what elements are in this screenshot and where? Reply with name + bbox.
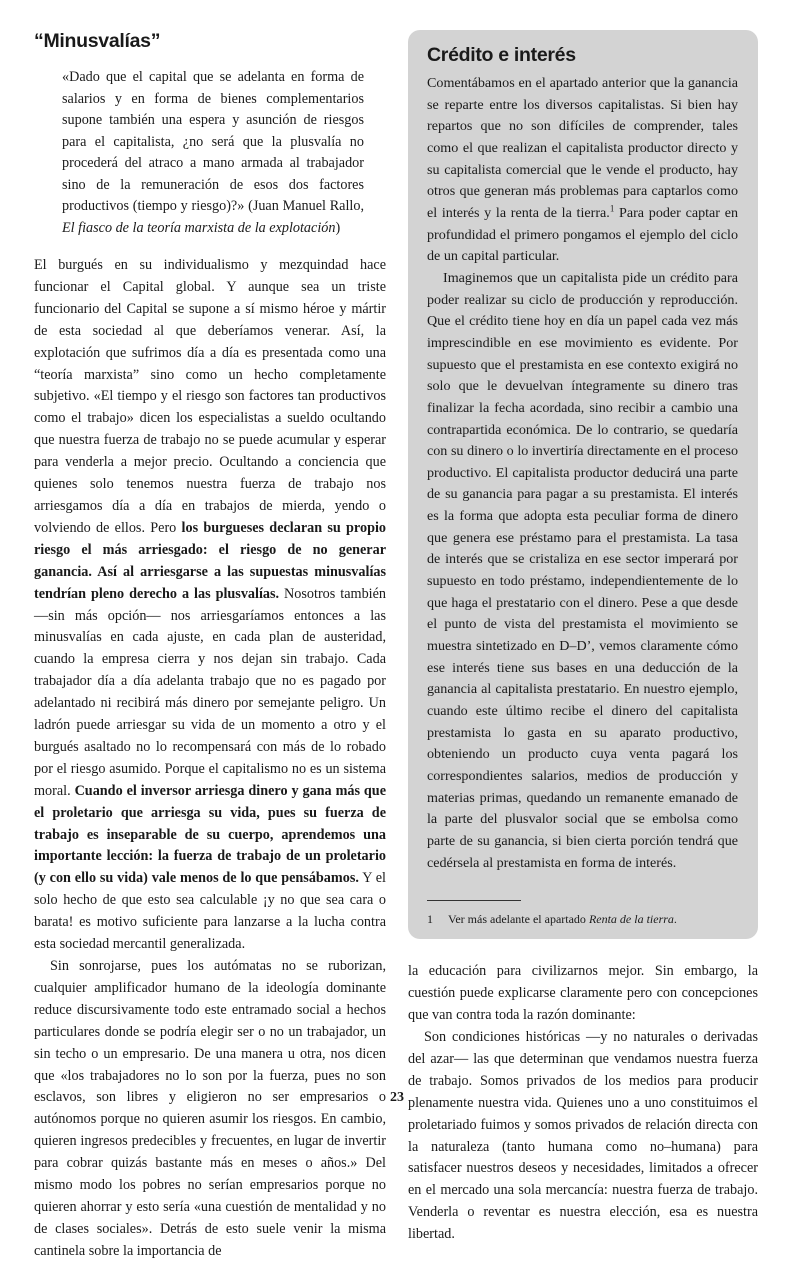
quote-text: «Dado que el capital que se adelanta en forma de salarios y en forma de bienes complementarios supone también una espera y asunción de riesgos para el capitalista, ¿no será que la plusvalía no procederá del atraco a mano armada al trabajador sino de la remuneración de esos dos factores productivos (tiempo y riesgo)?» (Juan Manuel Rallo, [62,69,364,214]
p1-text-c: Nosotros también —sin más opción— nos arriesgaríamos entonces a las minusvalías en cada ajuste, en cada plan de austeridad, cuando la empresa cierra y nos dejan sin trabajo. Cada trabajador día a día adelanta trabajo que no es pagado por adelantado ni recibirá más dinero por semejante peligro. Un ladrón puede arriesgar su vida de un momento a otro y el burgués asaltado no lo recompensará con más de lo robado por el riesgo asumido. Porque el capitalismo no es un sistema moral. [34,585,386,799]
footnote-rule [427,900,521,901]
box-title: Crédito e interés [427,44,576,66]
p1-bold-d: Cuando el inversor arriesga dinero y gana más que el proletario que arriesga su vida, pues su fuerza de trabajo es inseparable de su cuerpo, aprendemos una importante lección: la fuerza de trabajo de un proletario (y con ello su vida) vale menos de lo que pensábamos. [34,782,386,887]
sidebar-box [408,30,758,939]
quote-close: ) [335,219,341,236]
box-paragraph-2: Imaginemos que un capitalista pide un crédito para poder realizar su ciclo de producción y reproducción. Que el crédito tiene hoy en día un papel cada vez más imprescindible en ese movimiento es evidente. Por supuesto que el prestamista en ese contexto exigirá no solo que le devuelvan íntegramente su dinero tras finalizar la fecha acordada, sino recibir a cambio una contrapartida económica. De lo contrario, se quedaría con su dinero o lo invertiría directamente en el proceso productivo. El capitalista productor deducirá una parte de su ganancia para pagar a su prestamista. El interés es la forma que adopta esta peculiar forma de dinero que genera ese préstamo para el prestamista. La tasa de interés que se cristaliza en ese sector imperará por supuesto en todo préstamo, independientemente de lo que haga el prestatario con el dinero. Pese a que desde el punto de vista del prestamista el movimiento se muestra sintetizado en D–D’, vemos claramente cómo ese interés tiene sus bases en una deducción de la ganancia al capitalista prestatario. En nuestro ejemplo, cuando este último recibe el dinero del capitalista prestamista lo gasta en su aparato productivo, obteniendo un producto cuya venta pagará los correspondientes salarios, medios de producción y materias primas, quedando un remanente emanado de la parte del plusvalor social que se embolsa como parte de su ganancia, si bien cierta porción tendrá que cedérsela al prestamista en forma de interés. [427,269,738,871]
footnote-ref: Renta de la tierra [588,912,674,927]
right-column [408,30,758,1246]
right-paragraph-2: Son condiciones históricas —y no naturales o derivadas del azar— las que determinan que vendamos nuestra fuerza de trabajo. Somos privados de los medios para producir plenamente nuestra vida. Quienes uno a uno constituimos el proletariado fuimos y somos privados de relación directa con la naturaleza (tanto humana como no–humana) para satisfacer nuestros deseos y necesidades, limitados a ofrecer en el mercado una sola mercancía: nuestra fuerza de trabajo. Venderla o reventar es nuestra elección, esa es nuestra libertad. [408,1029,758,1243]
page-number: 23 [390,1090,404,1105]
footnote [427,911,738,927]
box-p1-text-b: Para poder captar en profundidad el primero pongamos el ejemplo del ciclo de un capital particular. [427,204,739,265]
p1-text-a: El burgués en su individualismo y mezquindad hace funcionar el Capital global. Y aunque sea un triste funcionario del Capital se supone a sí mismo héroe y mártir de esta sociedad al que deberíamos venerar. Así, la explotación que sufrimos día a día es presentada como una “teoría marxista” sino como un hecho completamente subjetivo. «El tiempo y el riesgo son factores tan productivos como el trabajo» dicen los especialistas a sueldo ocultando que nuestra fuerza de trabajo no se puede acumular y esperar para venderla a mejor precio. Ocultando a conciencia que quienes solo tenemos nuestra fuerza de trabajo nos arriesgamos día a día en trabajos de mierda, yendo o volviendo de ellos. Pero [34,257,386,536]
box-paragraph-1 [427,73,738,268]
p1-text-e: Y el solo hecho de que esto sea calculable ¡y no que sea cara o barata! es motivo suficiente para lanzarse a la lucha contra esta sociedad mercantil generalizada. [34,870,386,953]
footnote-text: Ver más adelante el apartado [448,912,589,927]
epigraph-quote [34,67,386,239]
left-column [34,30,386,1263]
paragraph-1 [34,255,386,956]
right-paragraph-1: la educación para civilizarnos mejor. Sin embargo, la cuestión puede explicarse claramente pero con concepciones que van contra toda la razón dominante: [408,963,758,1024]
footnote-end: . [673,912,677,927]
box-p1-text-a: Comentábamos en el apartado anterior que la ganancia se reparte entre los diversos capitalistas. Si bien hay repartos que no son difíciles de comprender, tales como el que realizan el capitalista productor directo y su capitalista comercial que le vende el producto, hay otros que generan más problemas para captarlos como el interés y la renta de la tierra. [427,75,738,221]
footnote-marker: 1 [609,203,615,214]
paragraph-2: Sin sonrojarse, pues los autómatas no se ruborizan, cualquier amplificador humano de la ideología dominante reduce discursivamente todo este entramado social a hechos particulares donde se podría elegir ser o no un trabajador, un sin techo o un empresario. De una manera u otra, nos dicen que «los trabajadores no lo son por la fuerza, pues no son esclavos, son libres y eligieron no ser empresarios o autónomos porque no quieren asumir los riesgos. En cambio, quieren ingresos predecibles y frecuentes, en lugar de invertir para cobrar quizás bastante más en meses o años.» Del mismo modo los pobres no serían empresarios porque no quieren ahorrar y esto sería «una cuestión de mentalidad y no de clases sociales». Detrás de esto suele venir la misma cantinela sobre la importancia de [34,958,386,1259]
p1-bold-b: los burgueses declaran su propio riesgo el más arriesgado: el riesgo de no generar ganancia. Así al arriesgarse a las supuestas minusvalías tendrían pleno derecho a las plusvalías. [34,519,386,602]
section-title: “Minusvalías” [34,30,161,52]
quote-book-title: El fiasco de la teoría marxista de la explotación [62,219,336,236]
footnote-number: 1 [427,912,433,927]
